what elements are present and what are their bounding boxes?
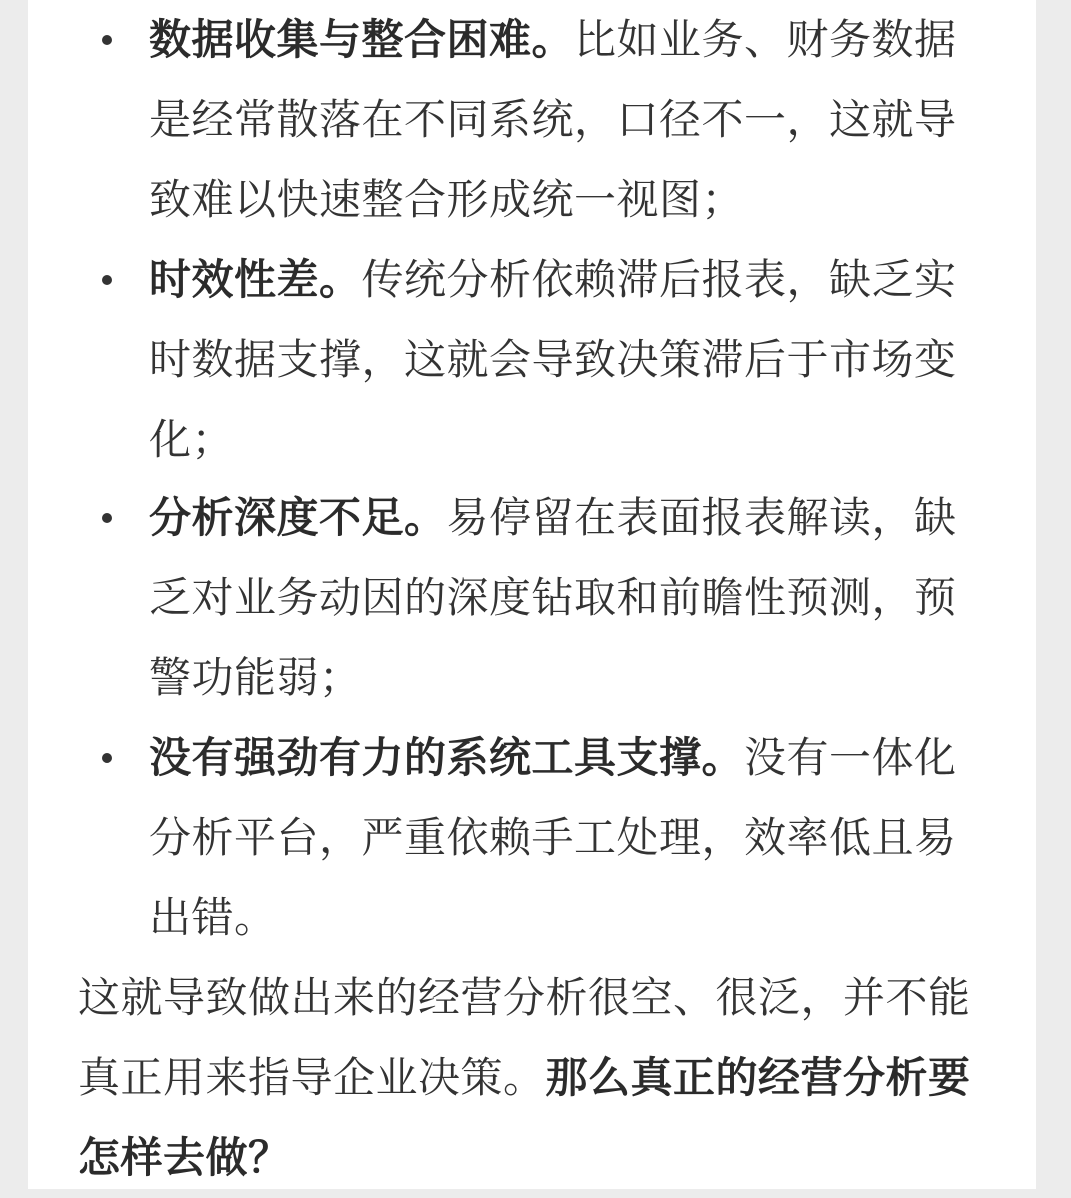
bullet-dot xyxy=(102,35,112,45)
list-item-body: 易停留在表面报表解读，缺乏对业务动因的深度钻取和前瞻性预测，预警功能弱； xyxy=(149,493,957,702)
conclusion-text: 这就导致做出来的经营分析很空、很泛，并不能真正用来指导企业决策。 xyxy=(78,973,971,1102)
bullet-dot xyxy=(102,753,112,763)
list-item-text xyxy=(149,478,969,718)
conclusion-question: 那么真正的经营分析要怎样去做？ xyxy=(78,1053,971,1182)
list-item-body: 没有一体化分析平台，严重依赖手工处理，效率低且易出错。 xyxy=(149,733,957,942)
list-item-lead: 时效性差。 xyxy=(149,255,362,304)
article-body xyxy=(28,0,1036,1189)
list-item-body: 比如业务、财务数据是经常散落在不同系统，口径不一，这就导致难以快速整合形成统一视图； xyxy=(149,15,957,224)
list-item-body: 传统分析依赖滞后报表，缺乏实时数据支撑，这就会导致决策滞后于市场变化； xyxy=(149,255,957,464)
bullet-dot xyxy=(102,275,112,285)
list-item-text xyxy=(149,718,969,958)
list-item-lead: 没有强劲有力的系统工具支撑。 xyxy=(149,733,745,782)
bullet-dot xyxy=(102,513,112,523)
list-item-lead: 数据收集与整合困难。 xyxy=(149,15,575,64)
list-item-lead: 分析深度不足。 xyxy=(149,493,447,542)
list-item-text xyxy=(149,0,969,240)
conclusion-paragraph xyxy=(78,958,988,1198)
list-item-text xyxy=(149,240,969,480)
